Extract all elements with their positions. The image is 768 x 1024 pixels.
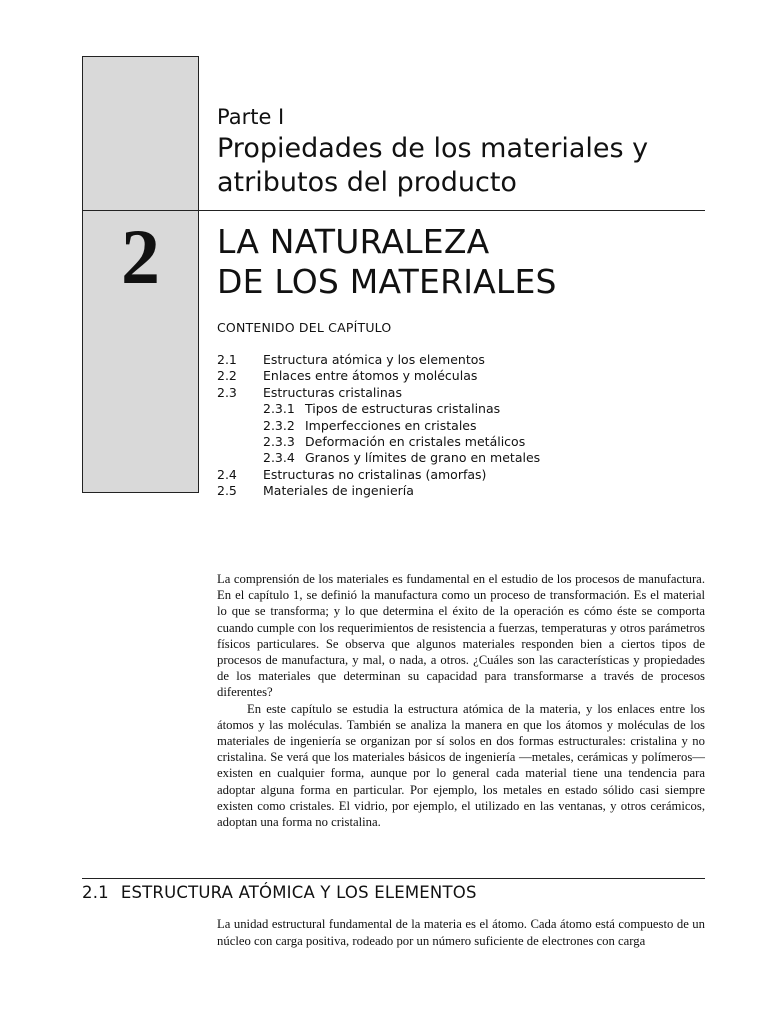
toc-subitem bbox=[217, 434, 697, 450]
toc-item-title: Tipos de estructuras cristalinas bbox=[305, 401, 501, 417]
chapter-title-line1: LA NATURALEZA bbox=[217, 222, 490, 261]
section-title: ESTRUCTURA ATÓMICA Y LOS ELEMENTOS bbox=[120, 883, 477, 902]
toc-item-number: 2.1 bbox=[217, 352, 237, 367]
toc-item-title: Deformación en cristales metálicos bbox=[305, 433, 526, 449]
intro-paragraph-1: La comprensión de los materiales es fundamental en el estudio de los procesos de manufactura. En el capítulo 1, se definió la manufactura como un proceso de transformación. Es el material lo que se transforma; y lo que determina el éxito de la operación es cómo éste se comporta cuando cumple con los requerimientos de resistencia a fuerzas, temperaturas y otros parámetros físicos particulares. Se observa que algunos materiales responden bien a ciertos tipos de procesos de manufactura, y mal, o nada, a otros. ¿Cuáles son las características y propiedades de los materiales que determinan su capacidad para transformarse a través de procesos diferentes? bbox=[217, 572, 705, 700]
toc-item-title: Estructura atómica y los elementos bbox=[263, 352, 485, 367]
toc-item-title: Enlaces entre átomos y moléculas bbox=[263, 368, 478, 384]
table-of-contents bbox=[217, 352, 697, 500]
intro-paragraph-2: En este capítulo se estudia la estructura atómica de la materia, y los enlaces entre los átomos y las moléculas. También se analiza la manera en que los átomos y moléculas de los materiales de ingeniería se organizan por sí solos en dos formas estructurales: cristalina y no cristalina. Se verá que los materiales básicos de ingeniería —metales, cerámicas y polímeros— existen en cualquier forma, aunque por lo general cada material tiene una tendencia para adoptar alguna forma en particular. Por ejemplo, los metales en estado sólido casi siempre existen como cristales. El vidrio, por ejemplo, el utilizado en las ventanas, y otros cerámicos, adoptan una forma no cristalina. bbox=[217, 701, 705, 830]
part-title: Propiedades de los materiales y atributos del producto bbox=[217, 133, 649, 198]
toc-item-number: 2.3.3 bbox=[263, 433, 295, 449]
toc-item-number: 2.3.1 bbox=[263, 401, 295, 417]
toc-item-title: Granos y límites de grano en metales bbox=[305, 450, 541, 466]
toc-subitem bbox=[217, 418, 697, 434]
toc-item-number: 2.2 bbox=[217, 368, 237, 384]
toc-item bbox=[217, 483, 697, 499]
toc-item bbox=[217, 385, 697, 401]
toc-heading: CONTENIDO DEL CAPÍTULO bbox=[217, 320, 392, 335]
toc-item-number: 2.4 bbox=[217, 466, 237, 482]
part-label: Parte I bbox=[217, 105, 285, 129]
toc-item bbox=[217, 352, 697, 368]
intro-text bbox=[217, 571, 705, 830]
toc-item-number: 2.5 bbox=[217, 483, 237, 499]
toc-item-title: Materiales de ingeniería bbox=[263, 483, 414, 499]
chapter-number: 2 bbox=[121, 213, 160, 300]
section-heading bbox=[82, 883, 477, 902]
toc-item-title: Imperfecciones en cristales bbox=[305, 417, 477, 433]
toc-item bbox=[217, 368, 697, 384]
section-number: 2.1 bbox=[82, 883, 109, 902]
header-divider bbox=[82, 210, 705, 211]
chapter-title bbox=[217, 222, 557, 302]
toc-item-number: 2.3.2 bbox=[263, 417, 295, 433]
toc-subitem bbox=[217, 401, 697, 417]
section-paragraph: La unidad estructural fundamental de la materia es el átomo. Cada átomo está compuesto de un núcleo con carga positiva, rodeado por un número suficiente de electrones con carga bbox=[217, 917, 705, 948]
section-body bbox=[217, 916, 705, 950]
toc-item-title: Estructuras no cristalinas (amorfas) bbox=[263, 466, 487, 482]
chapter-title-line2: DE LOS MATERIALES bbox=[217, 262, 557, 301]
toc-subitem bbox=[217, 450, 697, 466]
toc-item-number: 2.3 bbox=[217, 384, 237, 400]
toc-item bbox=[217, 467, 697, 483]
toc-item-title: Estructuras cristalinas bbox=[263, 384, 402, 400]
toc-item-number: 2.3.4 bbox=[263, 450, 295, 466]
section-divider bbox=[82, 878, 705, 879]
